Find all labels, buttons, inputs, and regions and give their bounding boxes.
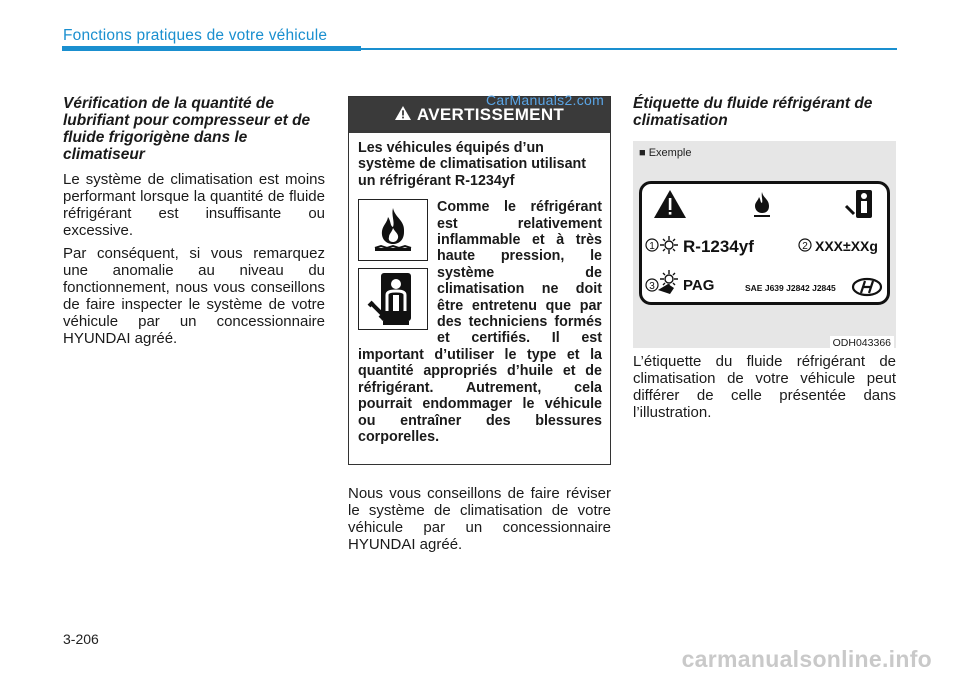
- warning-box: [348, 96, 611, 465]
- left-column: [63, 95, 325, 353]
- left-heading: Vérification de la quantité de lubrifiant pour compresseur et de fluide frigorigène dans le climatiseur: [63, 95, 311, 163]
- label-quantity: XXX±XXg: [815, 238, 878, 254]
- warning-title: AVERTISSEMENT: [416, 105, 565, 124]
- label-warning-icon: [654, 190, 686, 218]
- flame-icon: [358, 199, 428, 261]
- figure-code: ODH043366: [830, 336, 894, 350]
- warning-body-text: Comme le réfrigérant est relativement inflammable et à très haute pression, le système de climatisation ne doit être entretenu que par des techniciens formés et certifiés. Il est important d’utiliser le type et la quantité appropriés d’huile et de réfrigérant. Autrement, cela pourrait endommager le véhicule ou entraîner des blessures corporelles.: [358, 199, 602, 445]
- label-technician-icon: [846, 190, 872, 218]
- label-refrigerant: R-1234yf: [683, 237, 754, 256]
- label-oil: PAG: [683, 277, 715, 294]
- footer-site: carmanualsonline.info: [681, 646, 932, 672]
- header-rule: [361, 48, 897, 50]
- figure-caption: ■ Exemple: [639, 147, 692, 159]
- middle-paragraph: Nous vous conseillons de faire réviser le système de climatisation de votre véhicule par un concessionnaire HYUNDAI agréé.: [348, 485, 611, 553]
- label-oilcan-icon: [658, 284, 674, 294]
- label-num-1: 1: [649, 241, 655, 252]
- warning-triangle-icon: [395, 105, 411, 125]
- label-num-2: 2: [802, 241, 808, 252]
- left-paragraph-2: Par conséquent, si vous remarquez une anomalie au niveau du fonctionnement, nous vous conseillons de faire inspecter le système de votre véhicule par un concessionnaire HYUNDAI agréé.: [63, 245, 325, 347]
- hyundai-logo: [853, 279, 881, 295]
- refrigerant-label: [639, 181, 890, 305]
- warning-lead: Les véhicules équipés d’un système de climatisation utilisant un réfrigérant R-1234yf: [358, 140, 587, 189]
- watermark-text: CarManuals2.com: [486, 92, 605, 108]
- technician-icon: [358, 268, 428, 330]
- section-title: Fonctions pratiques de votre véhicule: [63, 27, 328, 44]
- right-heading: Étiquette du fluide réfrigérant de climatisation: [633, 95, 873, 129]
- label-flame-icon: [754, 192, 770, 217]
- label-standards: SAE J639 J2842 J2845: [745, 283, 836, 293]
- right-column: [633, 95, 896, 137]
- label-num-3: 3: [649, 281, 655, 292]
- right-paragraph: L’étiquette du fluide réfrigérant de climatisation de votre véhicule peut différer de celle présentée dans l’illustration.: [633, 353, 896, 421]
- label-figure: [633, 141, 896, 348]
- label-snowflake-icon-1: [660, 236, 678, 254]
- left-paragraph-1: Le système de climatisation est moins performant lorsque la quantité de fluide réfrigérant est insuffisante ou excessive.: [63, 171, 325, 239]
- page-number: 3-206: [63, 631, 99, 647]
- header-bar-thick: [62, 46, 361, 51]
